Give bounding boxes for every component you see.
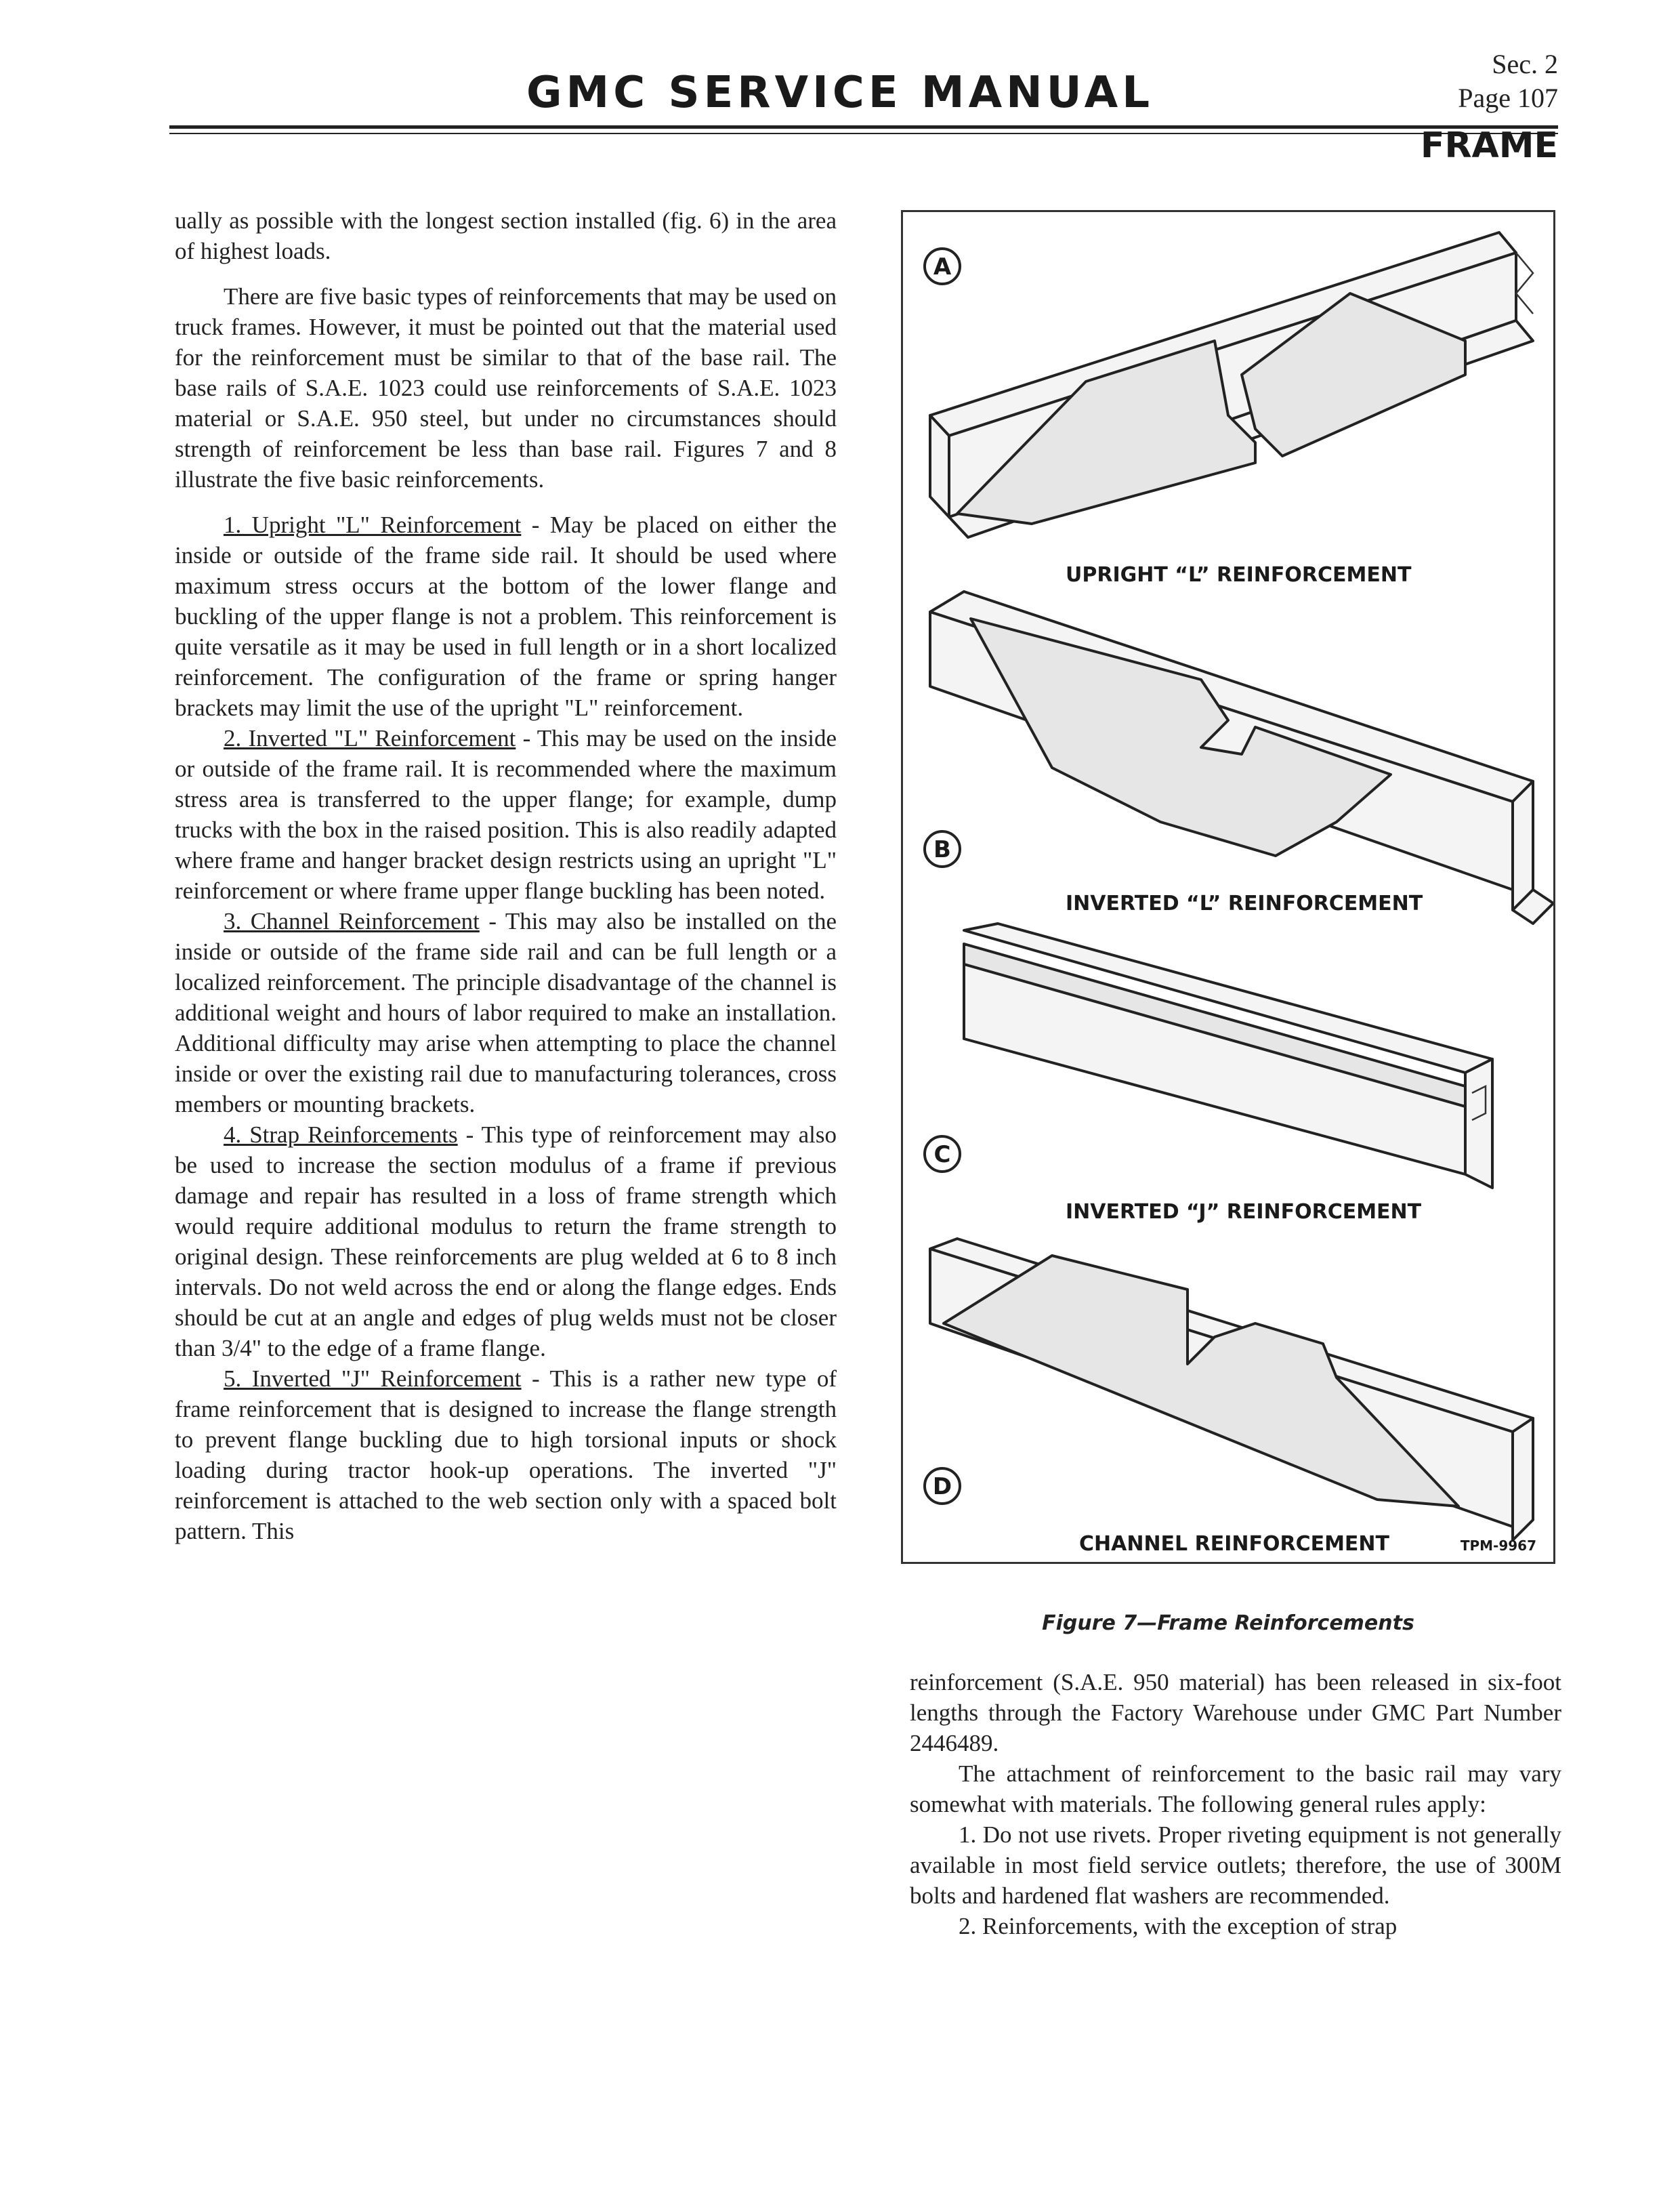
label-c: C [933,1141,951,1168]
left-column [175,205,837,1546]
paragraph-strap [175,1119,837,1363]
illustration-inverted-l [925,592,1553,924]
header-rule-thick [169,125,1558,129]
rail-d-end [1513,1418,1533,1540]
text-inverted-j: - This is a rather new type of frame reinforcement that is designed to increase the flange strength to prevent flange buckling due to high torsional inputs or shock loading during tractor hook-up operations. The inverted "J" reinforcement is attached to the web section only with a spaced bolt pattern. This [175,1365,837,1544]
figure-frame [901,210,1555,1564]
rail-c-end [1465,1059,1492,1188]
section-title: FRAME [1420,125,1558,166]
rail-b-end [1513,781,1533,910]
illustration-channel [925,1239,1536,1556]
heading-inverted-l: 2. Inverted "L" Reinforcement [224,725,516,751]
caption-a: UPRIGHT “L” REINFORCEMENT [1066,563,1412,587]
heading-strap: 4. Strap Reinforcements [224,1121,458,1148]
text-inverted-l: - This may be used on the inside or outside of the frame rail. It is recommended where the maximum stress area is transferred to the upper flange; for example, dump trucks with the box in the raised position. This is also readily adapted where frame and hanger bracket design restricts using an upright "L" reinforcement or where frame upper flange buckling has been noted. [175,725,837,904]
paragraph-attachment: The attachment of reinforcement to the basic rail may vary somewhat with materials. The following general rules apply: [910,1760,1561,1817]
paragraph-upright-l [175,510,837,723]
figure-caption: Figure 7—Frame Reinforcements [1042,1611,1414,1635]
manual-title: GMC SERVICE MANUAL [526,68,1154,118]
caption-c: INVERTED “J” REINFORCEMENT [1066,1200,1422,1224]
label-a: A [933,253,952,281]
illustration-upright-l [925,232,1533,587]
label-b: B [933,836,951,863]
flange-a-lip [1516,253,1533,314]
rule-2-reinforcements: 2. Reinforcements, with the exception of strap [959,1913,1398,1939]
text-strap: - This type of reinforcement may also be used to increase the section modulus of a frame if previous damage and repair has resulted in a loss of frame strength which would require additional modulus to return the frame strength to original design. These reinforcements are plug welded at 6 to 8 inch intervals. Do not weld across the end or along the flange edges. Ends should be cut at an angle and edges of plug welds must not be closer than 3/4" to the edge of a frame flange. [175,1121,837,1361]
right-column [910,1667,1561,1941]
paragraph-part-number: reinforcement (S.A.E. 950 material) has been released in six-foot lengths through the Factory Warehouse under GMC Part Number 2446489. [910,1669,1561,1756]
caption-d: CHANNEL REINFORCEMENT [1079,1532,1389,1556]
illustration-inverted-j [925,924,1492,1224]
paragraph-inverted-l [175,723,837,906]
heading-inverted-j: 5. Inverted "J" Reinforcement [224,1365,522,1392]
paragraph-inverted-j [175,1363,837,1546]
section-number: Sec. 2 [1492,49,1558,79]
caption-b: INVERTED “L” REINFORCEMENT [1066,892,1423,915]
text-upright-l: - May be placed on either the inside or outside of the frame side rail. It should be used where maximum stress occurs at the bottom of the lower flange and buckling of the upper flange is not a problem. This reinforcement is quite versatile as it may be used in full length or in a short localized reinforcement. The configuration of the frame or spring hanger brackets may limit the use of the upright "L" reinforcement. [175,512,837,721]
reinforcement-illustrations [903,212,1553,1562]
heading-channel: 3. Channel Reinforcement [224,908,480,934]
heading-upright-l: 1. Upright "L" Reinforcement [224,512,522,538]
section-page-info [1458,47,1558,115]
figure-code: TPM-9967 [1460,1537,1536,1554]
paragraph-continuation: ually as possible with the longest section installed (fig. 6) in the area of highest loads. [175,207,837,264]
header-rule-thin [169,133,1558,134]
page-number: Page 107 [1458,83,1558,113]
paragraph-channel [175,906,837,1119]
rule-1-rivets: 1. Do not use rivets. Proper riveting equipment is not generally available in most field service outlets; therefore, the use of 300M bolts and hardened flat washers are recommended. [910,1821,1561,1909]
label-d: D [932,1473,952,1500]
text-channel: - This may also be installed on the inside or outside of the frame side rail and can be full length or a localized reinforcement. The principle disadvantage of the channel is additional weight and hours of labor required to make an installation. Additional difficulty may arise when attempting to place the channel inside or over the existing rail due to manufacturing tolerances, cross members or mounting brackets. [175,908,837,1117]
paragraph-intro: There are five basic types of reinforcements that may be used on truck frames. However, it must be pointed out that the material used for the reinforcement must be similar to that of the base rail. The base rails of S.A.E. 1023 could use reinforcements of S.A.E. 1023 material or S.A.E. 950 steel, but under no circumstances should strength of reinforcement be less than base rail. Figures 7 and 8 illustrate the five basic reinforcements. [175,283,837,493]
